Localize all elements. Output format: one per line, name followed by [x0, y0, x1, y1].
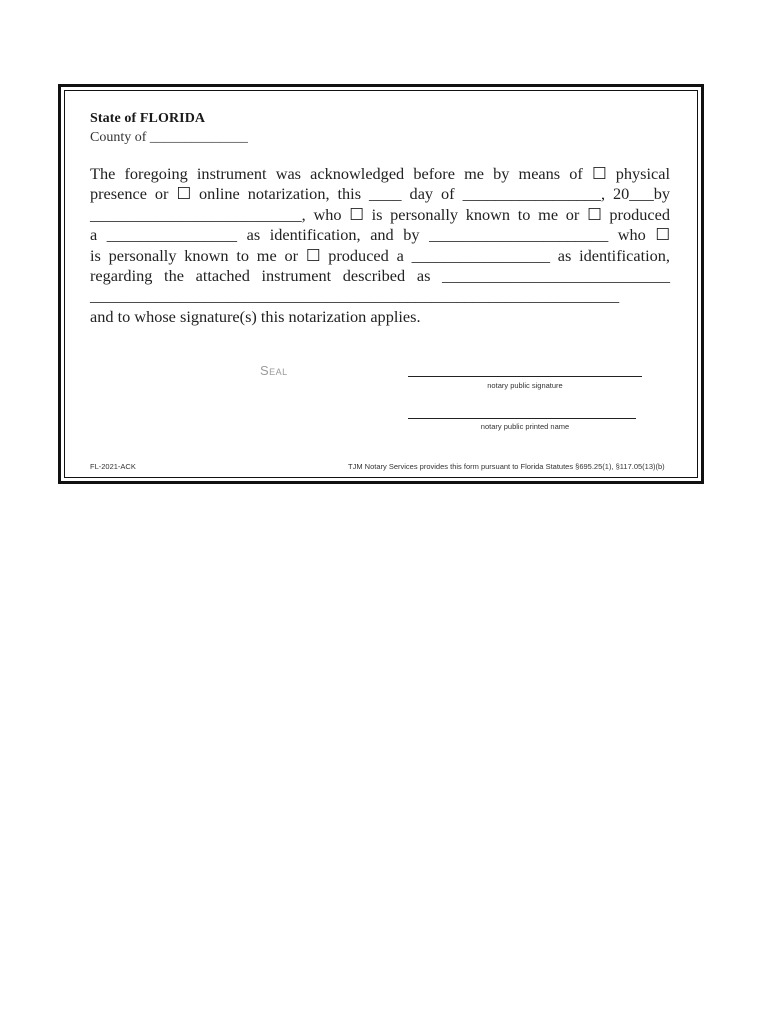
- acknowledgment-line: is personally known to me or ☐ produced a _________________ as identification,: [90, 245, 670, 265]
- form-code: FL-2021-ACK: [90, 462, 136, 471]
- acknowledgment-line: presence or ☐ online notarization, this ____ day of _________________, 20___by: [90, 184, 670, 204]
- acknowledgment-line: a ________________ as identification, and by ______________________ who ☐: [90, 225, 670, 245]
- acknowledgment-line: regarding the attached instrument described as ____________________________: [90, 266, 670, 286]
- statute-note: TJM Notary Services provides this form pursuant to Florida Statutes §695.25(1), §117.05(13)(b): [348, 462, 665, 471]
- signature-line: [408, 376, 642, 377]
- signature-caption: notary public signature: [487, 381, 563, 390]
- acknowledgment-text: [90, 164, 670, 327]
- printed-name-line: [408, 418, 636, 419]
- state-heading: State of FLORIDA: [90, 111, 206, 126]
- seal-label: Seal: [260, 363, 288, 378]
- county-line: County of ______________: [90, 130, 248, 145]
- acknowledgment-line: and to whose signature(s) this notarization applies.: [90, 306, 421, 326]
- acknowledgment-line: _________________________________________________________________: [90, 286, 620, 306]
- acknowledgment-line: The foregoing instrument was acknowledged before me by means of ☐ physical: [90, 164, 670, 183]
- printed-name-caption: notary public printed name: [480, 422, 570, 431]
- acknowledgment-line: __________________________, who ☐ is personally known to me or ☐ produced: [90, 204, 670, 224]
